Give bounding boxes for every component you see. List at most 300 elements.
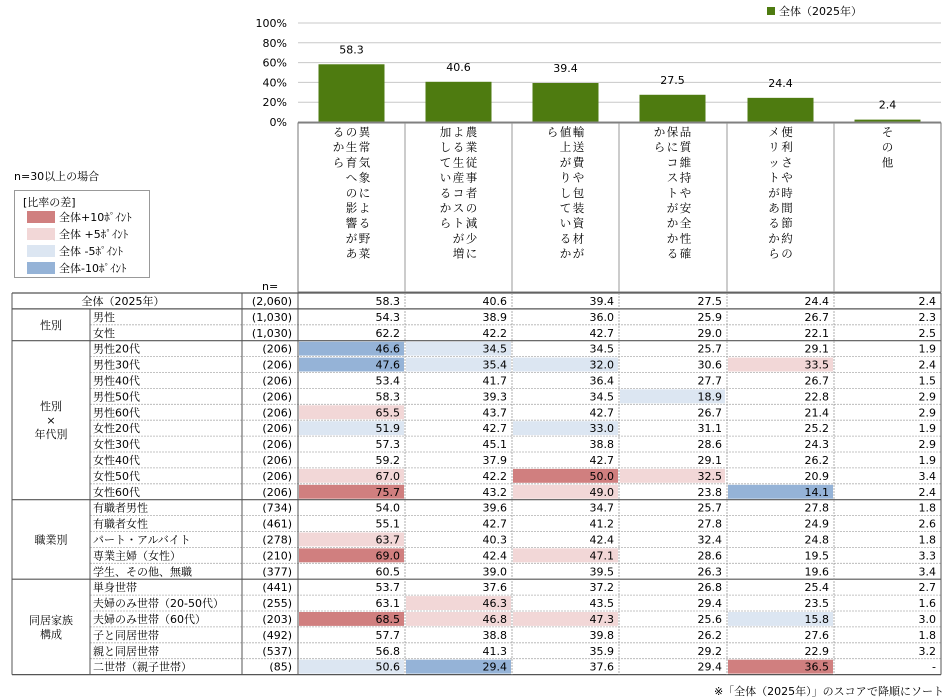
legend-item-label: 全体 +5ﾎﾟｲﾝﾄ: [59, 228, 129, 241]
table-row-label: 女性: [93, 326, 115, 340]
table-value: 56.8: [375, 644, 400, 658]
table-value: 57.7: [375, 628, 400, 642]
category-label-char: て: [559, 201, 572, 215]
category-label-char: に: [666, 140, 679, 155]
table-value: 23.8: [697, 485, 722, 499]
table-value: 39.6: [482, 501, 507, 515]
category-label-char: 安: [679, 201, 692, 215]
legend-item-plus10: [27, 211, 132, 225]
table-value: 24.8: [804, 533, 829, 547]
table-value: 37.6: [482, 581, 507, 595]
table-row-label: 男性20代: [93, 342, 140, 356]
category-label-char: か: [332, 140, 345, 155]
table-value: 26.8: [697, 581, 722, 595]
footnote: ※「全体（2025年）」のスコアで降順にソート: [713, 685, 944, 698]
table-n-value: (206): [262, 422, 292, 436]
category-label-char: 持: [679, 170, 692, 185]
category-label-char: が: [345, 231, 358, 246]
table-value: 22.8: [804, 390, 829, 404]
table-value: 40.6: [482, 294, 507, 308]
category-label-char: 増: [452, 246, 465, 261]
table-value: 30.6: [697, 358, 722, 372]
y-tick-label: 80%: [262, 36, 287, 50]
table-value: 60.5: [375, 565, 400, 579]
table-value: 37.2: [589, 581, 614, 595]
table-value: 42.7: [482, 422, 507, 436]
table-value: 46.3: [482, 597, 507, 611]
category-label-char: る: [332, 125, 345, 139]
table-value: 51.9: [375, 422, 400, 436]
table-value: 2.7: [918, 581, 936, 595]
table-row-label: 男性: [93, 310, 115, 324]
bar-value-label: 27.5: [660, 73, 685, 87]
table-value: 32.4: [697, 533, 722, 547]
difference-legend: [14, 190, 150, 278]
table-value: 26.7: [804, 374, 829, 388]
table-value: 75.7: [375, 485, 400, 499]
table-value: 3.4: [918, 565, 936, 579]
category-label-char: る: [559, 231, 572, 246]
table-value: 15.8: [804, 612, 829, 626]
table-row-label: 有職者女性: [93, 517, 148, 531]
category-label-char: 節: [781, 216, 793, 231]
table-value: 31.1: [697, 422, 722, 436]
category-label-char: い: [439, 170, 452, 185]
category-label-char: 間: [781, 201, 793, 215]
category-label-char: か: [666, 216, 679, 231]
category-label-char: 約: [781, 231, 793, 246]
category-label-char: や: [781, 170, 793, 185]
category-label-char: か: [768, 231, 780, 246]
table-n-value: (206): [262, 453, 292, 467]
category-label-char: 他: [881, 155, 894, 170]
category-label-char: へ: [345, 170, 358, 185]
table-group-label: 性別: [40, 318, 62, 332]
table-row-label: 二世帯（親子世帯）: [93, 660, 192, 674]
table-n-value: (210): [262, 549, 292, 563]
sample-size-note: n=30以上の場合: [14, 170, 100, 183]
category-label-char: 性: [679, 231, 692, 246]
table-value: 3.4: [918, 469, 936, 483]
bar: [640, 95, 706, 122]
category-label-char: る: [439, 185, 452, 200]
table-value: 69.0: [375, 549, 400, 563]
table-value: 38.9: [482, 310, 507, 324]
category-label-char: 品: [679, 125, 692, 139]
table-value: 63.7: [375, 533, 400, 547]
table-value: 2.3: [918, 310, 936, 324]
table-value: 20.9: [804, 469, 829, 483]
category-label-char: 上: [559, 140, 572, 155]
table-value: 33.5: [804, 358, 829, 372]
y-tick-label: 100%: [255, 17, 287, 30]
table-value: 43.5: [589, 597, 614, 611]
category-label-char: の: [465, 201, 478, 215]
table-n-value: (441): [262, 581, 292, 595]
table-value: 34.5: [482, 342, 507, 356]
bar-value-label: 24.4: [768, 76, 793, 90]
table-value: 41.2: [589, 517, 614, 531]
category-label-char: に: [358, 185, 371, 200]
table-value: 35.4: [482, 358, 507, 372]
table-value: 46.6: [375, 342, 400, 356]
category-label-char: し: [559, 185, 572, 200]
table-value: 2.9: [918, 390, 936, 404]
table-row-label: 全体（2025年）: [81, 294, 165, 308]
bar-value-label: 58.3: [339, 43, 364, 57]
table-value: 49.0: [589, 485, 614, 499]
table-value: 38.8: [482, 628, 507, 642]
table-n-value: (492): [262, 628, 292, 642]
table-value: 54.0: [375, 501, 400, 515]
category-label-char: に: [465, 246, 478, 261]
table-n-value: (206): [262, 374, 292, 388]
table-value: 54.3: [375, 310, 400, 324]
table-value: 22.9: [804, 644, 829, 658]
table-value: 1.5: [918, 374, 936, 388]
legend-item-label: 全体 -5ﾎﾟｲﾝﾄ: [59, 245, 123, 258]
table-value: 41.3: [482, 644, 507, 658]
table-value: 28.6: [697, 438, 722, 452]
category-label-char: が: [559, 155, 572, 170]
table-value: 32.5: [697, 469, 722, 483]
category-label-char: の: [345, 125, 358, 139]
table-n-value: (206): [262, 469, 292, 483]
table-value: 25.9: [697, 310, 722, 324]
legend-item-minus10: [27, 262, 126, 276]
table-n-value: (85): [269, 660, 292, 674]
category-label-char: 異: [358, 125, 371, 139]
category-label-char: 保: [666, 125, 679, 139]
category-label-char: 少: [465, 231, 478, 246]
bar: [748, 98, 814, 122]
category-label-char: 資: [572, 216, 585, 231]
category-label-char: 響: [345, 216, 358, 231]
table-value: 29.0: [697, 326, 722, 340]
table-value: 57.3: [375, 438, 400, 452]
table-value: 3.3: [918, 549, 936, 563]
table-row-label: 女性50代: [93, 469, 140, 483]
table-value: 26.3: [697, 565, 722, 579]
table-value: 40.3: [482, 533, 507, 547]
y-tick-label: 0%: [269, 116, 287, 129]
table-value: 19.6: [804, 565, 829, 579]
category-label-char: 常: [358, 140, 371, 155]
table-value: 14.1: [804, 485, 829, 499]
table-row-label: 男性50代: [93, 390, 140, 404]
table-value: 28.6: [697, 549, 722, 563]
category-label-char: か: [653, 125, 666, 139]
category-label-char: 利: [781, 140, 793, 155]
category-label-char: 菜: [358, 246, 371, 261]
bar: [426, 82, 492, 122]
category-label-char: 従: [465, 155, 478, 170]
category-label-char: ス: [452, 201, 465, 215]
category-label-char: ス: [666, 170, 679, 185]
table-value: 3.2: [918, 644, 936, 658]
table-value: 22.1: [804, 326, 829, 340]
category-label-char: ト: [666, 185, 679, 200]
table-value: -: [932, 660, 936, 674]
legend-swatch: [767, 7, 775, 15]
category-label-char: か: [559, 246, 572, 261]
category-label-char: る: [452, 140, 465, 155]
table-value: 25.6: [697, 612, 722, 626]
table-row-label: 女性20代: [93, 422, 140, 436]
y-tick-label: 40%: [262, 76, 287, 90]
bar: [533, 83, 599, 122]
table-value: 26.2: [697, 628, 722, 642]
category-label-char: あ: [345, 246, 358, 261]
category-label-char: コ: [666, 155, 679, 170]
category-label-char: 象: [358, 170, 371, 185]
category-label-char: 全: [679, 216, 692, 231]
table-value: 35.9: [589, 644, 614, 658]
table-value: 47.3: [589, 612, 614, 626]
table-value: 33.0: [589, 422, 614, 436]
category-label-char: し: [439, 140, 452, 155]
bar-value-label: 39.4: [553, 61, 578, 75]
category-label-char: い: [559, 216, 572, 231]
category-label-char: 農: [465, 125, 478, 139]
legend-item-label: 全体+10ﾎﾟｲﾝﾄ: [59, 211, 132, 224]
category-label-char: 育: [345, 155, 358, 170]
category-label-char: ら: [439, 216, 452, 231]
table-n-value: (1,030): [251, 326, 292, 340]
category-label-char: 減: [465, 216, 478, 231]
table-n-value: (206): [262, 485, 292, 499]
table-value: 1.8: [918, 501, 936, 515]
y-tick-label: 20%: [262, 96, 287, 110]
category-label-char: 送: [572, 140, 585, 155]
category-label-char: る: [768, 216, 780, 231]
table-value: 42.2: [482, 326, 507, 340]
table-value: 29.2: [697, 644, 722, 658]
table-value: 36.4: [589, 374, 614, 388]
category-label-char: 質: [679, 140, 692, 155]
table-value: 46.8: [482, 612, 507, 626]
category-label-char: リ: [768, 140, 780, 155]
table-value: 43.2: [482, 485, 507, 499]
legend-item-minus5: [27, 245, 123, 259]
table-value: 63.1: [375, 597, 400, 611]
table-value: 42.4: [589, 533, 614, 547]
table-value: 36.0: [589, 310, 614, 324]
difference-legend-title: [比率の差]: [23, 196, 76, 209]
legend-swatch: [27, 262, 55, 274]
table-n-value: (255): [262, 597, 292, 611]
table-n-value: (203): [262, 612, 292, 626]
category-label-char: コ: [452, 185, 465, 200]
table-n-value: (206): [262, 342, 292, 356]
table-value: 47.6: [375, 358, 400, 372]
table-row-label: 夫婦のみ世帯（20-50代）: [93, 597, 224, 611]
category-label-char: や: [572, 170, 585, 185]
table-n-value: (377): [262, 565, 292, 579]
category-label-char: 生: [452, 155, 465, 170]
table-value: 29.4: [697, 660, 722, 674]
category-label-char: が: [452, 231, 465, 246]
table-value: 27.8: [804, 501, 829, 515]
table-value: 1.9: [918, 342, 936, 356]
category-label-char: よ: [358, 201, 371, 215]
table-row-label: 男性40代: [93, 374, 140, 388]
table-value: 37.9: [482, 453, 507, 467]
table-value: 27.6: [804, 628, 829, 642]
table-n-value: (537): [262, 644, 292, 658]
category-label-char: あ: [768, 201, 780, 215]
table-value: 2.4: [918, 358, 936, 372]
category-label-char: 確: [679, 246, 692, 261]
category-label-char: 事: [465, 170, 478, 185]
table-n-value: (2,060): [251, 294, 292, 308]
category-label-char: 維: [679, 155, 692, 170]
table-value: 45.1: [482, 438, 507, 452]
table-value: 25.2: [804, 422, 829, 436]
table-row-label: 単身世帯: [93, 581, 137, 595]
table-group-label: ×: [46, 414, 56, 428]
table-value: 59.2: [375, 453, 400, 467]
table-n-value: (206): [262, 390, 292, 404]
table-value: 2.6: [918, 517, 936, 531]
table-value: 29.4: [482, 660, 507, 674]
table-group-label: 職業別: [34, 533, 68, 547]
table-value: 19.5: [804, 549, 829, 563]
category-label-char: 値: [559, 125, 572, 139]
category-label-char: ら: [546, 125, 559, 139]
category-label-char: 包: [572, 185, 585, 200]
table-row-label: 親と同居世帯: [93, 644, 159, 658]
table-value: 34.5: [589, 390, 614, 404]
table-value: 1.9: [918, 453, 936, 467]
table-group-label: 性別: [40, 400, 62, 414]
category-label-char: 業: [465, 140, 478, 155]
table-value: 1.6: [918, 597, 936, 611]
table-value: 2.9: [918, 406, 936, 420]
category-label-char: の: [881, 140, 894, 155]
table-group-label: 構成: [40, 627, 62, 641]
table-value: 25.4: [804, 581, 829, 595]
table-value: 24.9: [804, 517, 829, 531]
category-label-char: ら: [768, 246, 780, 261]
table-value: 65.5: [375, 406, 400, 420]
table-row-label: 有職者男性: [93, 501, 148, 515]
table-row-label: 学生、その他、無職: [93, 565, 192, 579]
category-label-char: 便: [781, 125, 793, 139]
table-value: 42.7: [589, 406, 614, 420]
category-label-char: 輸: [572, 125, 585, 139]
table-value: 41.7: [482, 374, 507, 388]
table-row-label: 女性30代: [93, 438, 140, 452]
category-label-char: 時: [781, 185, 793, 200]
table-value: 43.7: [482, 406, 507, 420]
legend-item-plus5: [27, 228, 128, 242]
table-value: 42.7: [589, 326, 614, 340]
table-value: 2.5: [918, 326, 936, 340]
table-value: 25.7: [697, 501, 722, 515]
category-label-char: て: [439, 155, 452, 170]
bar-value-label: 2.4: [878, 98, 897, 112]
table-value: 24.4: [804, 294, 829, 308]
category-label-char: の: [781, 246, 793, 261]
legend-item-label: 全体-10ﾎﾟｲﾝﾄ: [59, 262, 127, 275]
table-value: 26.7: [697, 406, 722, 420]
table-value: 68.5: [375, 612, 400, 626]
category-label-char: ら: [332, 155, 345, 170]
category-label-char: 装: [572, 201, 585, 215]
bar: [319, 64, 385, 122]
table-value: 39.4: [589, 294, 614, 308]
table-value: 2.9: [918, 438, 936, 452]
table-value: 42.2: [482, 469, 507, 483]
category-label-char: 費: [572, 155, 585, 170]
legend-label: 全体（2025年）: [779, 5, 862, 18]
table-value: 27.5: [697, 294, 722, 308]
table-n-value: (1,030): [251, 310, 292, 324]
table-value: 62.2: [375, 326, 400, 340]
category-label-char: が: [768, 185, 780, 200]
category-label-char: 者: [465, 185, 478, 200]
table-row-label: 夫婦のみ世帯（60代）: [93, 612, 206, 626]
table-value: 50.0: [589, 469, 614, 483]
table-value: 2.4: [918, 485, 936, 499]
y-tick-label: 60%: [262, 56, 287, 70]
table-value: 42.4: [482, 549, 507, 563]
table-value: 27.7: [697, 374, 722, 388]
table-group-label: 同居家族: [29, 613, 73, 627]
table-value: 26.2: [804, 453, 829, 467]
category-label-char: よ: [452, 125, 465, 139]
category-label-char: り: [559, 170, 572, 185]
category-label-char: 材: [572, 231, 585, 246]
table-value: 42.7: [482, 517, 507, 531]
category-label-char: 影: [345, 201, 358, 215]
table-row-label: 子と同居世帯: [93, 628, 159, 642]
table-value: 24.3: [804, 438, 829, 452]
category-label-char: や: [679, 185, 692, 200]
table-n-value: (206): [262, 406, 292, 420]
category-label-char: 生: [345, 140, 358, 155]
table-value: 42.7: [589, 453, 614, 467]
category-label-char: の: [345, 185, 358, 200]
category-label-char: か: [439, 201, 452, 215]
table-value: 58.3: [375, 294, 400, 308]
category-label-char: さ: [781, 155, 793, 170]
table-value: 39.0: [482, 565, 507, 579]
category-label-char: ッ: [768, 155, 780, 170]
table-value: 25.7: [697, 342, 722, 356]
table-value: 1.9: [918, 422, 936, 436]
table-value: 53.4: [375, 374, 400, 388]
bar-value-label: 40.6: [446, 60, 471, 74]
table-group-label: 年代別: [34, 428, 68, 442]
table-value: 26.7: [804, 310, 829, 324]
table-n-value: (734): [262, 501, 292, 515]
table-value: 29.1: [804, 342, 829, 356]
table-value: 1.8: [918, 533, 936, 547]
category-label-char: 気: [358, 155, 371, 170]
table-value: 67.0: [375, 469, 400, 483]
table-value: 50.6: [375, 660, 400, 674]
table-value: 36.5: [804, 660, 829, 674]
table-value: 39.3: [482, 390, 507, 404]
category-label-char: 野: [358, 231, 371, 246]
n-column-label: n=: [262, 280, 279, 293]
table-value: 39.8: [589, 628, 614, 642]
table-row-label: 男性30代: [93, 358, 140, 372]
table-value: 38.8: [589, 438, 614, 452]
legend-swatch: [27, 228, 55, 240]
